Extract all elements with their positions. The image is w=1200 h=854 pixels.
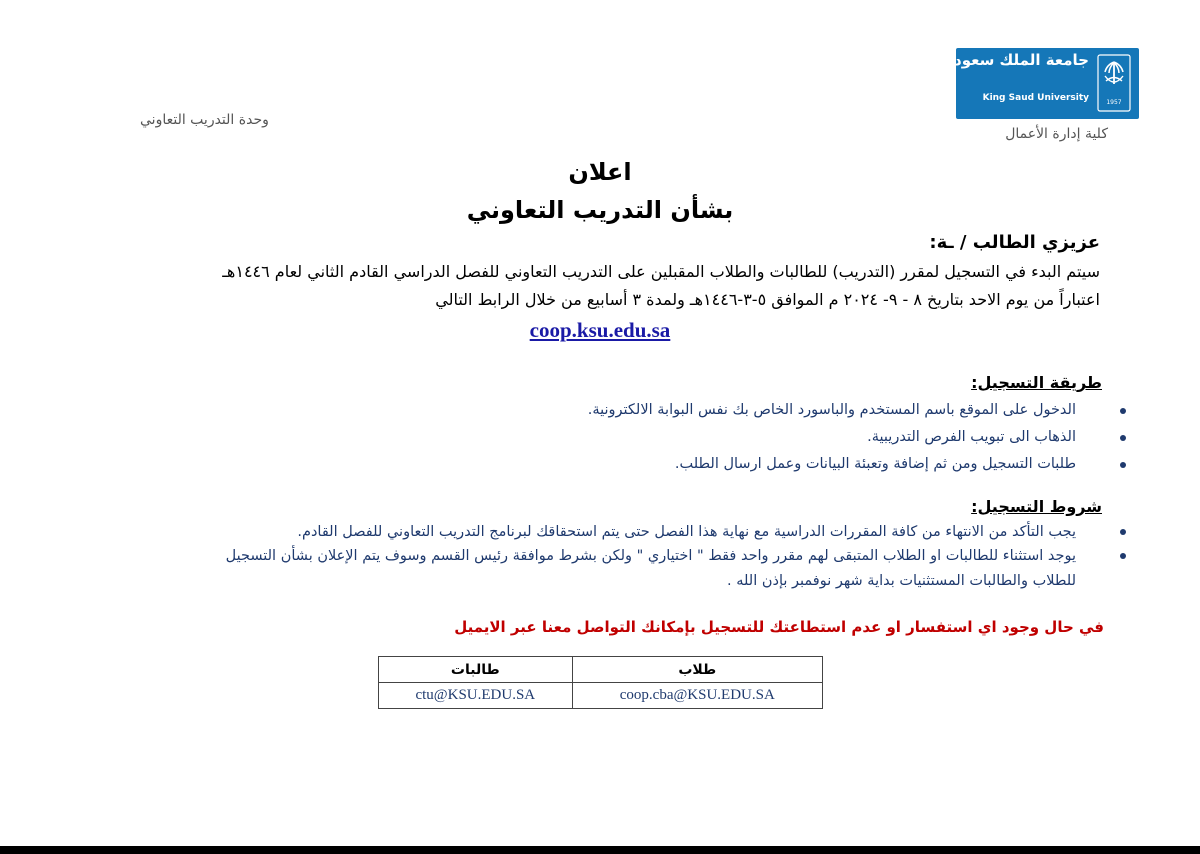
- conditions-list: [226, 520, 1076, 594]
- male-students-header: طلاب: [572, 657, 822, 683]
- bullet-icon: [1120, 553, 1126, 559]
- list-item: [588, 451, 1076, 478]
- list-item-text: الذهاب الى تبويب الفرص التدريبية.: [867, 429, 1076, 445]
- contact-note: في حال وجود اي استفسار او عدم استطاعتك للتسجيل بإمكانك التواصل معنا عبر الايميل: [454, 618, 1104, 636]
- palm-swords-emblem-icon: [1097, 54, 1131, 112]
- conditions-heading: شروط التسجيل:: [971, 497, 1102, 516]
- table-header-row: [379, 657, 823, 683]
- bullet-icon: [1120, 408, 1126, 414]
- list-item-text: طلبات التسجيل ومن ثم إضافة وتعبئة البيانات وعمل ارسال الطلب.: [674, 456, 1076, 472]
- list-item: [226, 544, 1076, 568]
- female-students-email[interactable]: ctu@KSU.EDU.SA: [379, 683, 573, 709]
- list-item-text: يجب التأكد من الانتهاء من كافة المقررات الدراسية مع نهاية هذا الفصل حتى يتم استحقاقك لبرنامج التدريب التعاوني للفصل القادم.: [297, 524, 1076, 540]
- announcement-subtitle: بشأن التدريب التعاوني: [466, 196, 734, 224]
- registration-link[interactable]: coop.ksu.edu.sa: [529, 318, 671, 342]
- announcement-title: اعلان: [568, 158, 632, 186]
- bullet-icon: [1120, 435, 1126, 441]
- list-item: [588, 424, 1076, 451]
- logo-english-name: King Saud University: [982, 93, 1089, 103]
- unit-name: وحدة التدريب التعاوني: [140, 112, 269, 128]
- table-row: [379, 683, 823, 709]
- announcement-paragraph-line-2: اعتباراً من يوم الاحد بتاريخ ٨ - ٩- ٢٠٢٤ م الموافق ٥-٣-١٤٤٦هـ ولمدة ٣ أسابيع من خلال الرابط التالي: [435, 290, 1100, 309]
- greeting: عزيزي الطالب / ـة:: [929, 232, 1100, 253]
- list-item-text: الدخول على الموقع باسم المستخدم والباسورد الخاص بك نفس البوابة الالكترونية.: [587, 402, 1076, 418]
- registration-steps-list: [588, 397, 1076, 478]
- male-students-email[interactable]: coop.cba@KSU.EDU.SA: [572, 683, 822, 709]
- list-item: [588, 397, 1076, 424]
- bullet-icon: [1120, 462, 1126, 468]
- list-item-text: يوجد استثناء للطالبات او الطلاب المتبقى لهم مقرر واحد فقط " اختياري " ولكن بشرط موافقة رئيس القسم وسوف يتم الإعلان بشأن التسجيل: [225, 548, 1076, 564]
- logo-arabic-name: جامعة الملك سعود: [954, 51, 1089, 69]
- announcement-paragraph-line-1: سيتم البدء في التسجيل لمقرر (التدريب) للطالبات والطلاب المقبلين على التدريب التعاوني للفصل الدراسي القادم الثاني لعام ١٤٤٦هـ: [222, 262, 1100, 281]
- list-item: [226, 520, 1076, 544]
- college-name: كلية إدارة الأعمال: [1005, 126, 1108, 142]
- contacts-table: [378, 656, 823, 709]
- bullet-icon: [1120, 529, 1126, 535]
- ksu-logo: [956, 48, 1139, 119]
- list-item-continuation: للطلاب والطالبات المستثنيات بداية شهر نوفمبر بإذن الله .: [727, 573, 1076, 589]
- female-students-header: طالبات: [379, 657, 573, 683]
- registration-heading: طريقة التسجيل:: [971, 373, 1102, 392]
- logo-year: 1957: [1106, 99, 1122, 106]
